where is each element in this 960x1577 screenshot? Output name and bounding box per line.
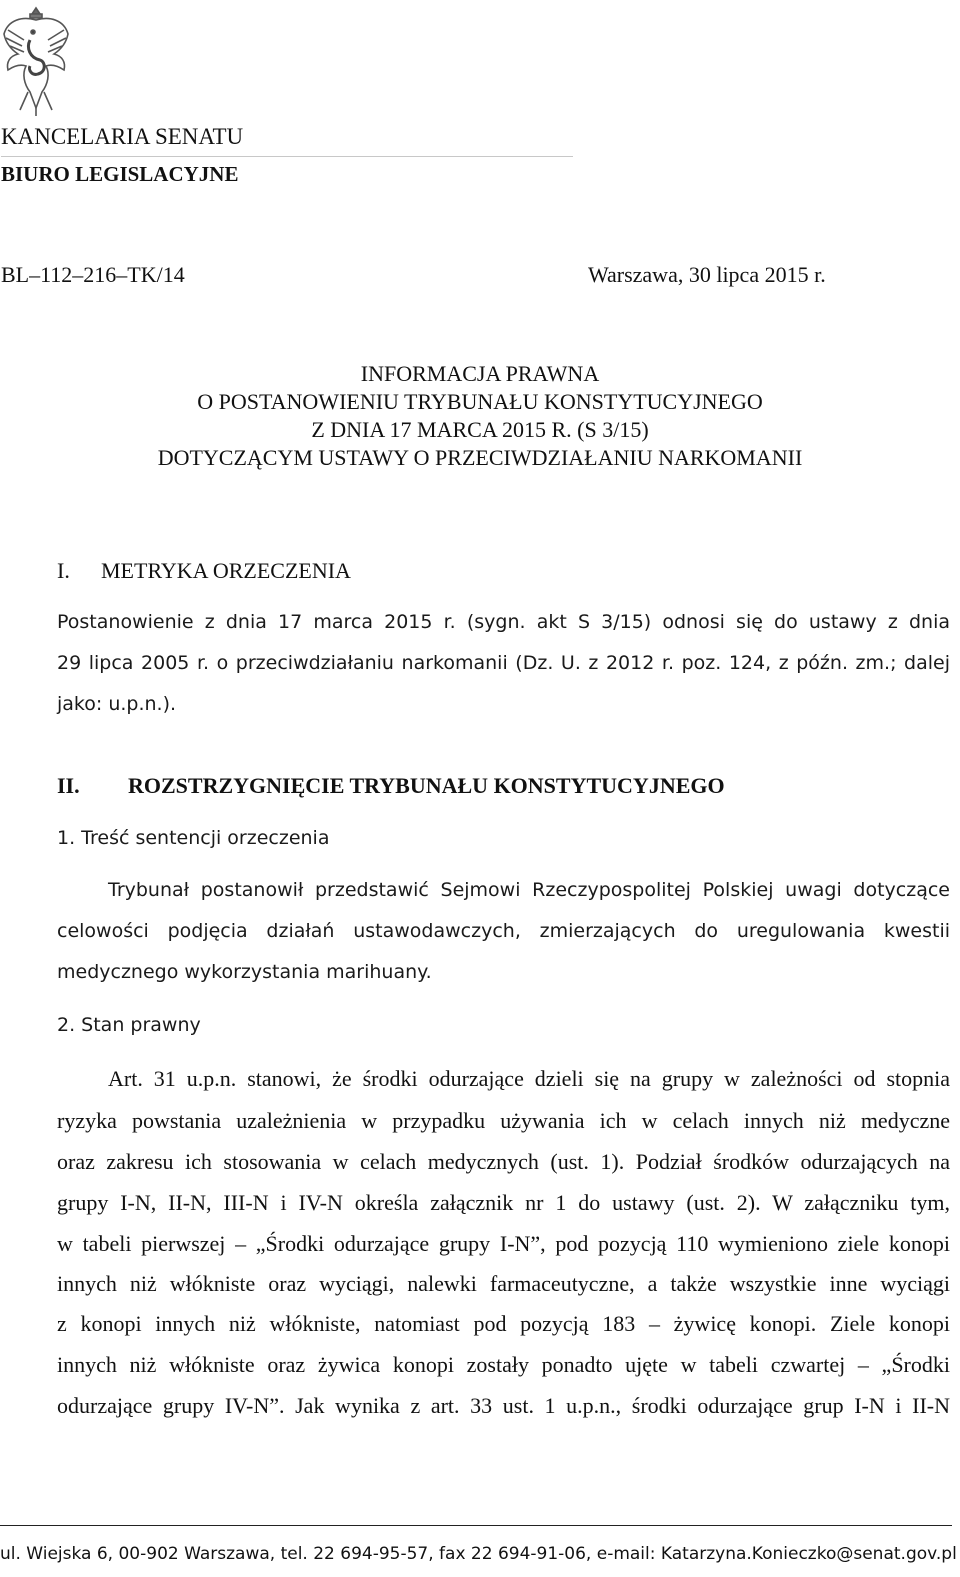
document-title-line-2: O POSTANOWIENIU TRYBUNAŁU KONSTYTUCYJNEGO — [197, 389, 763, 414]
subsection-2-line-2: ryzyka powstania uzależnienia w przypadku używania ich w celach innych niż medyczne — [57, 1108, 950, 1133]
section-1-heading: METRYKA ORZECZENIA — [101, 558, 351, 583]
document-reference: BL–112–216–TK/14 — [1, 262, 185, 287]
section-1-number: I. — [57, 558, 70, 583]
subsection-2-line-3: oraz zakresu ich stosowania w celach medycznych (ust. 1). Podział środków odurzających na — [57, 1149, 950, 1174]
footer-address: ul. Wiejska 6, 00-902 Warszawa, tel. 22 694-95-57, fax 22 694-91-06, e-mail: Katarzyna.Konieczko@senat.gov.pl — [0, 1544, 957, 1564]
section-1-paragraph-line-1: Postanowienie z dnia 17 marca 2015 r. (sygn. akt S 3/15) odnosi się do ustawy z dnia — [57, 611, 950, 633]
section-2-number: II. — [57, 773, 80, 798]
letterhead-rule — [1, 156, 573, 157]
place-and-date: Warszawa, 30 lipca 2015 r. — [588, 262, 826, 287]
subsection-2-line-1: Art. 31 u.p.n. stanowi, że środki odurzające dzieli się na grupy w zależności od stopnia — [108, 1066, 950, 1091]
senate-eagle-seal-icon — [0, 0, 72, 118]
document-title-line-4: DOTYCZĄCYM USTAWY O PRZECIWDZIAŁANIU NARKOMANII — [157, 445, 803, 470]
section-2-heading: ROZSTRZYGNIĘCIE TRYBUNAŁU KONSTYTUCYJNEGO — [128, 773, 725, 798]
subsection-2-line-7: z konopi innych niż włókniste, natomiast pod pozycją 183 – żywicę konopi. Ziele konopi — [57, 1311, 950, 1336]
bureau-name: BIURO LEGISLACYJNE — [1, 162, 239, 186]
subsection-2-heading: 2. Stan prawny — [57, 1014, 201, 1036]
subsection-1-heading: 1. Treść sentencji orzeczenia — [57, 827, 330, 849]
subsection-2-line-5: w tabeli pierwszej – „Środki odurzające grupy I-N”, pod pozycją 110 wymieniono ziele konopi — [57, 1231, 950, 1256]
subsection-1-line-3: medycznego wykorzystania marihuany. — [57, 961, 432, 983]
subsection-1-line-2: celowości podjęcia działań ustawodawczych, zmierzających do uregulowania kwestii — [57, 920, 950, 942]
subsection-2-line-9: odurzające grupy IV-N”. Jak wynika z art. 33 ust. 1 u.p.n., środki odurzające grup I-N i II-N — [57, 1393, 950, 1418]
section-1-paragraph-line-3: jako: u.p.n.). — [57, 693, 177, 715]
subsection-2-line-8: innych niż włókniste oraz żywica konopi zostały ponadto ujęte w tabeli czwartej – „Środki — [57, 1352, 950, 1377]
document-title-line-1: INFORMACJA PRAWNA — [360, 361, 600, 386]
institution-name: KANCELARIA SENATU — [1, 124, 244, 149]
section-1-paragraph-line-2: 29 lipca 2005 r. o przeciwdziałaniu narkomanii (Dz. U. z 2012 r. poz. 124, z późn. zm.; dalej — [57, 652, 950, 674]
subsection-1-line-1: Trybunał postanowił przedstawić Sejmowi Rzeczypospolitej Polskiej uwagi dotyczące — [108, 879, 950, 901]
subsection-2-line-4: grupy I-N, II-N, III-N i IV-N określa załącznik nr 1 do ustawy (ust. 2). W załączniku tym, — [57, 1190, 950, 1215]
document-title-line-3: Z DNIA 17 MARCA 2015 R. (S 3/15) — [311, 417, 649, 442]
footer-rule — [0, 1525, 952, 1526]
subsection-2-line-6: innych niż włókniste oraz wyciągi, nalewki farmaceutyczne, a także wszystkie inne wyciągi — [57, 1271, 950, 1296]
